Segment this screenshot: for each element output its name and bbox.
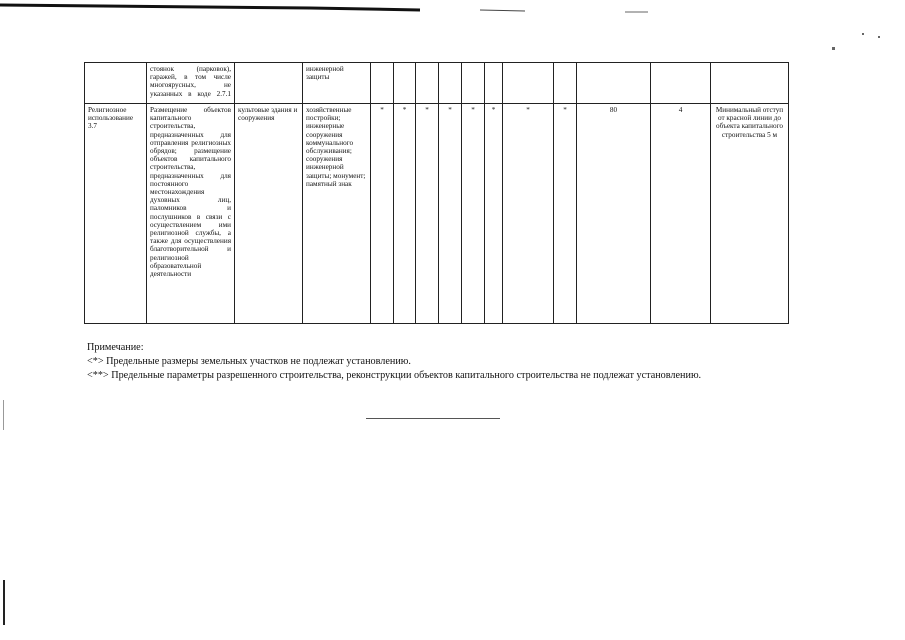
cell-empty	[394, 63, 416, 104]
margin-mark	[3, 580, 5, 625]
cell-continued-description: стоянок (парковок), гаражей, в том числе многоярусных, не указанных в коде 2.7.1	[147, 63, 235, 104]
cell-mark: *	[416, 104, 439, 324]
scan-speck	[832, 47, 835, 50]
cell-mark: *	[485, 104, 503, 324]
cell-mark: *	[554, 104, 577, 324]
use-code: 3.7	[88, 122, 97, 131]
table-row-continued	[85, 63, 789, 104]
cell-empty	[651, 63, 711, 104]
cell-mark: *	[503, 104, 554, 324]
cell-value-a: 80	[577, 104, 651, 324]
cell-mark: *	[394, 104, 416, 324]
scan-speck	[862, 33, 864, 35]
notes-section	[87, 341, 781, 383]
end-separator-line	[366, 418, 500, 419]
cell-mark: *	[439, 104, 462, 324]
cell-empty	[711, 63, 789, 104]
cell-main-objects: культовые здания и сооружения	[235, 104, 303, 324]
margin-mark	[3, 400, 4, 430]
table-row-religious-use	[85, 104, 789, 324]
cell-mark: *	[371, 104, 394, 324]
cell-empty	[503, 63, 554, 104]
cell-value-b: 4	[651, 104, 711, 324]
cell-empty	[439, 63, 462, 104]
cell-use-description: Размещение объектов капитального строительства, предназначенных для отправления религиозных обрядов; размещение объектов капитального строительства, предназначенных для постоянного местонахождения духовных лиц, паломников и послушников в связи с осуществлением ими религиозной службы, а также для осуществления благотворительной и религиозной образовательной деятельности	[147, 104, 235, 324]
note-line-2: <**> Предельные параметры разрешенного строительства, реконструкции объектов капитального строительства не подлежат установлению.	[87, 370, 702, 381]
cell-empty	[416, 63, 439, 104]
zoning-table	[84, 62, 789, 324]
use-name: Религиозное использование	[88, 106, 134, 123]
cell-mark: *	[462, 104, 485, 324]
cell-empty	[85, 63, 147, 104]
cell-empty	[235, 63, 303, 104]
cell-use-name	[85, 104, 147, 324]
scan-speck	[878, 36, 880, 38]
cell-auxiliary-objects: хозяйственные постройки; инженерные сооружения коммунального обслуживания; сооружения инженерной защиты; монумент; памятный знак	[303, 104, 371, 324]
cell-empty	[462, 63, 485, 104]
cell-empty	[577, 63, 651, 104]
cell-note: Минимальный отступ от красной линии до объекта капитального строительства 5 м	[711, 104, 789, 324]
cell-empty	[554, 63, 577, 104]
scan-edge-line	[0, 0, 905, 14]
cell-continued-auxiliary: инженерной защиты	[303, 63, 371, 104]
cell-empty	[485, 63, 503, 104]
note-line-1: <*> Предельные размеры земельных участков не подлежат установлению.	[87, 356, 411, 367]
cell-empty	[371, 63, 394, 104]
notes-title: Примечание:	[87, 342, 144, 353]
